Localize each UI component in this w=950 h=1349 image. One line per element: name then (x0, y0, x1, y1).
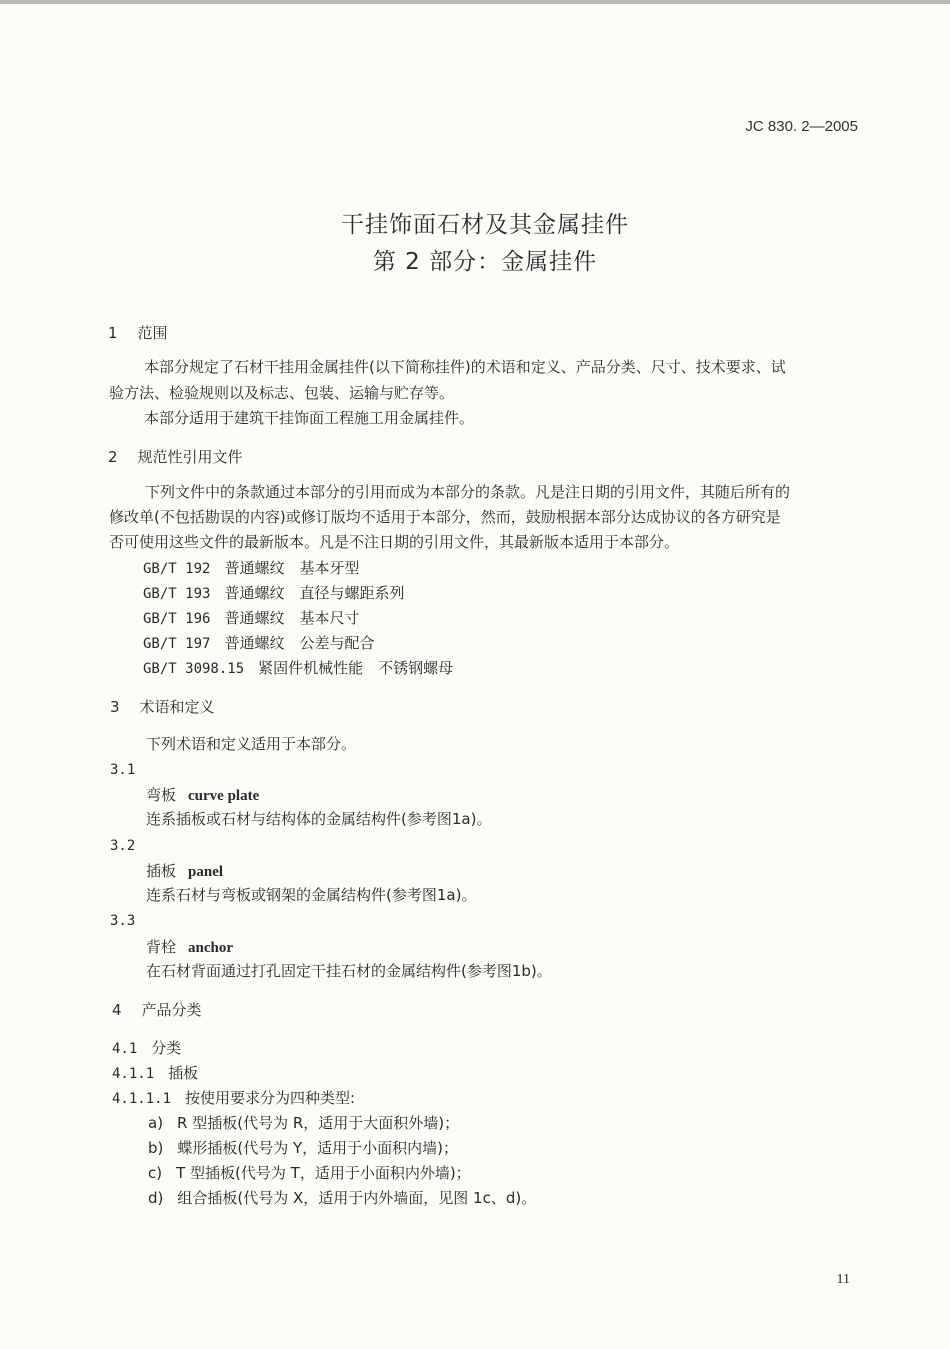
list-text: R 型插板(代号为 R，适用于大面积外墙)； (177, 1114, 460, 1132)
section-number: 3 (110, 698, 120, 716)
paragraph: 下列术语和定义适用于本部分。 (146, 735, 357, 753)
term-heading (146, 937, 233, 958)
section-title: 产品分类 (141, 1001, 202, 1019)
subsection-text: 按使用要求分为四种类型: (185, 1089, 356, 1107)
term-definition: 在石材背面通过打孔固定干挂石材的金属结构件(参考图1b)。 (146, 962, 552, 980)
subsection-heading (112, 1038, 181, 1059)
document-title: 干挂饰面石材及其金属挂件 (341, 212, 629, 238)
list-item (148, 1138, 458, 1158)
reference-code: GB/T 197 (143, 636, 211, 652)
list-marker: c) (148, 1164, 163, 1182)
subsection-heading (112, 1063, 198, 1084)
paragraph: 本部分适用于建筑干挂饰面工程施工用金属挂件。 (144, 409, 475, 427)
term-heading (146, 861, 223, 882)
reference-item (143, 658, 453, 679)
reference-item (143, 583, 404, 604)
section-2-heading (108, 447, 243, 467)
reference-code: GB/T 3098.15 (143, 661, 245, 677)
subsection-number: 4.1 (112, 1041, 138, 1057)
reference-title: 普通螺纹 基本尺寸 (224, 609, 360, 627)
reference-item (143, 633, 374, 654)
paragraph: 修改单(不包括勘误的内容)或修订版均不适用于本部分，然而，鼓励根据本部分达成协议的各方研究是 (109, 508, 781, 526)
list-marker: d) (148, 1189, 164, 1207)
list-text: 组合插板(代号为 X，适用于内外墙面，见图 1c、d)。 (177, 1189, 537, 1207)
term-heading (146, 785, 259, 806)
list-marker: a) (148, 1114, 164, 1132)
term-en: panel (188, 864, 224, 880)
reference-title: 普通螺纹 公差与配合 (224, 634, 375, 652)
term-zh: 背栓 (146, 938, 177, 956)
term-en: anchor (188, 940, 234, 956)
paragraph: 否可使用这些文件的最新版本。凡是不注日期的引用文件，其最新版本适用于本部分。 (109, 533, 680, 551)
document-code: JC 830. 2—2005 (745, 118, 858, 135)
subsection-title: 插板 (168, 1064, 199, 1082)
reference-title: 紧固件机械性能 不锈钢螺母 (258, 659, 454, 677)
list-marker: b) (148, 1139, 164, 1157)
term-en: curve plate (188, 788, 260, 804)
term-number: 3.1 (110, 762, 136, 778)
reference-title: 普通螺纹 基本牙型 (224, 559, 360, 577)
section-title: 规范性引用文件 (137, 448, 243, 466)
reference-code: GB/T 193 (143, 586, 211, 602)
section-3-heading (110, 697, 215, 717)
subsection-title: 分类 (151, 1039, 182, 1057)
section-title: 范围 (137, 324, 168, 342)
subsection-heading (112, 1088, 355, 1109)
reference-code: GB/T 196 (143, 611, 211, 627)
reference-code: GB/T 192 (143, 561, 211, 577)
list-item (148, 1163, 471, 1183)
section-4-heading (112, 1000, 202, 1020)
section-1-heading (108, 323, 168, 343)
paragraph: 本部分规定了石材干挂用金属挂件(以下简称挂件)的术语和定义、产品分类、尺寸、技术要求、试 (144, 358, 786, 376)
list-item (148, 1188, 536, 1208)
section-title: 术语和定义 (139, 698, 215, 716)
paragraph: 验方法、检验规则以及标志、包装、运输与贮存等。 (109, 384, 455, 402)
reference-title: 普通螺纹 直径与螺距系列 (224, 584, 405, 602)
scan-edge (0, 0, 950, 4)
list-text: T 型插板(代号为 T，适用于小面积内外墙)； (176, 1164, 471, 1182)
term-zh: 弯板 (146, 786, 177, 804)
subsection-number: 4.1.1 (112, 1066, 155, 1082)
section-number: 1 (108, 324, 118, 342)
list-item (148, 1113, 459, 1133)
document-subtitle: 第 2 部分：金属挂件 (372, 249, 598, 275)
section-number: 2 (108, 448, 118, 466)
paragraph: 下列文件中的条款通过本部分的引用而成为本部分的条款。凡是注日期的引用文件，其随后所有的 (145, 483, 791, 501)
page-number: 11 (836, 1272, 850, 1287)
reference-item (143, 608, 359, 629)
term-number: 3.3 (110, 913, 136, 929)
term-number: 3.2 (110, 838, 136, 854)
term-definition: 连系插板或石材与结构体的金属结构件(参考图1a)。 (146, 810, 492, 828)
subsection-number: 4.1.1.1 (112, 1091, 172, 1107)
section-number: 4 (112, 1001, 122, 1019)
list-text: 蝶形插板(代号为 Y，适用于小面积内墙)； (177, 1139, 459, 1157)
term-zh: 插板 (146, 862, 177, 880)
term-definition: 连系石材与弯板或钢架的金属结构件(参考图1a)。 (146, 886, 477, 904)
reference-item (143, 558, 359, 579)
